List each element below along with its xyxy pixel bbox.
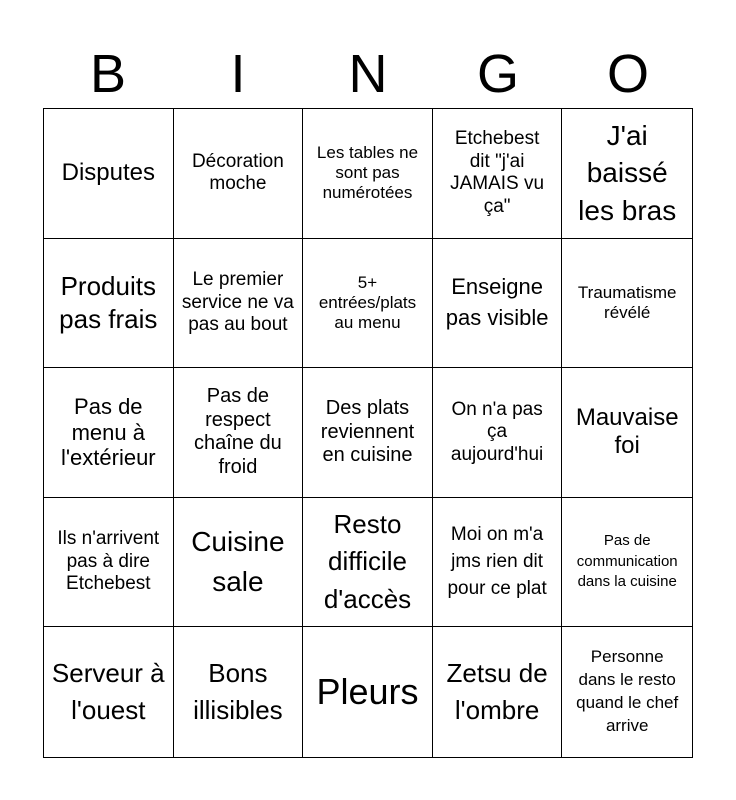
bingo-cell-r3c1[interactable] (44, 368, 174, 498)
bingo-cell-r5c1[interactable] (44, 627, 174, 757)
cell-label: Resto difficile d'accès (323, 508, 412, 614)
cell-label: Pleurs (316, 670, 419, 712)
bingo-cell-r2c4[interactable] (433, 239, 563, 369)
cell-label: Serveur à l'ouest (51, 657, 165, 726)
bingo-header (43, 40, 693, 108)
bingo-cell-r1c3[interactable] (303, 109, 433, 239)
cell-label: Ils n'arrivent pas à dire Etchebest (57, 528, 160, 595)
cell-label: Le premier service ne va pas au bout (181, 269, 294, 336)
cell-label: Des plats reviennent en cuisine (320, 397, 415, 467)
bingo-cell-r4c5[interactable] (562, 498, 692, 628)
bingo-cell-r5c2[interactable] (174, 627, 304, 757)
cell-label: Etchebest dit "j'ai JAMAIS vu ça" (450, 128, 545, 217)
bingo-cell-r2c3[interactable] (303, 239, 433, 369)
cell-label: Pas de menu à l'extérieur (60, 393, 156, 471)
header-letter-g: G (476, 44, 519, 104)
bingo-cell-r4c4[interactable] (433, 498, 563, 628)
bingo-cell-r2c5[interactable] (562, 239, 692, 369)
cell-label: Disputes (61, 159, 155, 187)
bingo-cell-r5c5[interactable] (562, 627, 692, 757)
bingo-cell-r3c2[interactable] (174, 368, 304, 498)
cell-label: Pas de communication dans la cuisine (576, 532, 678, 591)
cell-label: Traumatisme révélé (577, 282, 677, 322)
cell-label: Zetsu de l'ombre (446, 657, 548, 726)
cell-label: J'ai baissé les bras (578, 119, 677, 227)
bingo-cell-r1c4[interactable] (433, 109, 563, 239)
bingo-cell-r4c3[interactable] (303, 498, 433, 628)
bingo-cell-r5c3[interactable] (303, 627, 433, 757)
bingo-cell-r3c5[interactable] (562, 368, 692, 498)
bingo-cell-r1c1[interactable] (44, 109, 174, 239)
header-letter-b: B (89, 44, 127, 104)
cell-label: Produits pas frais (59, 270, 158, 334)
cell-label: Pas de respect chaîne du froid (193, 385, 282, 479)
bingo-board (43, 108, 693, 758)
bingo-cell-r4c1[interactable] (44, 498, 174, 628)
bingo-cell-r5c4[interactable] (433, 627, 563, 757)
cell-label: Enseigne pas visible (445, 274, 549, 330)
bingo-cell-r3c3[interactable] (303, 368, 433, 498)
bingo-cell-r1c2[interactable] (174, 109, 304, 239)
cell-label: 5+ entrées/plats au menu (318, 272, 417, 332)
header-letter-i: I (230, 44, 246, 104)
cell-label: Bons illisibles (193, 657, 283, 726)
bingo-cell-r4c2[interactable] (174, 498, 304, 628)
bingo-cell-r3c4[interactable] (433, 368, 563, 498)
bingo-cell-r2c2[interactable] (174, 239, 304, 369)
cell-label: On n'a pas ça aujourd'hui (450, 398, 544, 465)
bingo-cell-r1c5[interactable] (562, 109, 692, 239)
cell-label: Les tables ne sont pas numérotées (316, 143, 419, 203)
header-letter-o: O (606, 44, 649, 104)
cell-label: Cuisine sale (191, 525, 285, 598)
cell-label: Personne dans le resto quand le chef arrive (576, 647, 679, 736)
bingo-cell-r2c1[interactable] (44, 239, 174, 369)
cell-label: Mauvaise foi (575, 404, 679, 460)
header-letter-n: N (348, 44, 388, 104)
cell-label: Décoration moche (191, 150, 284, 195)
cell-label: Moi on m'a jms rien dit pour ce plat (447, 523, 547, 599)
